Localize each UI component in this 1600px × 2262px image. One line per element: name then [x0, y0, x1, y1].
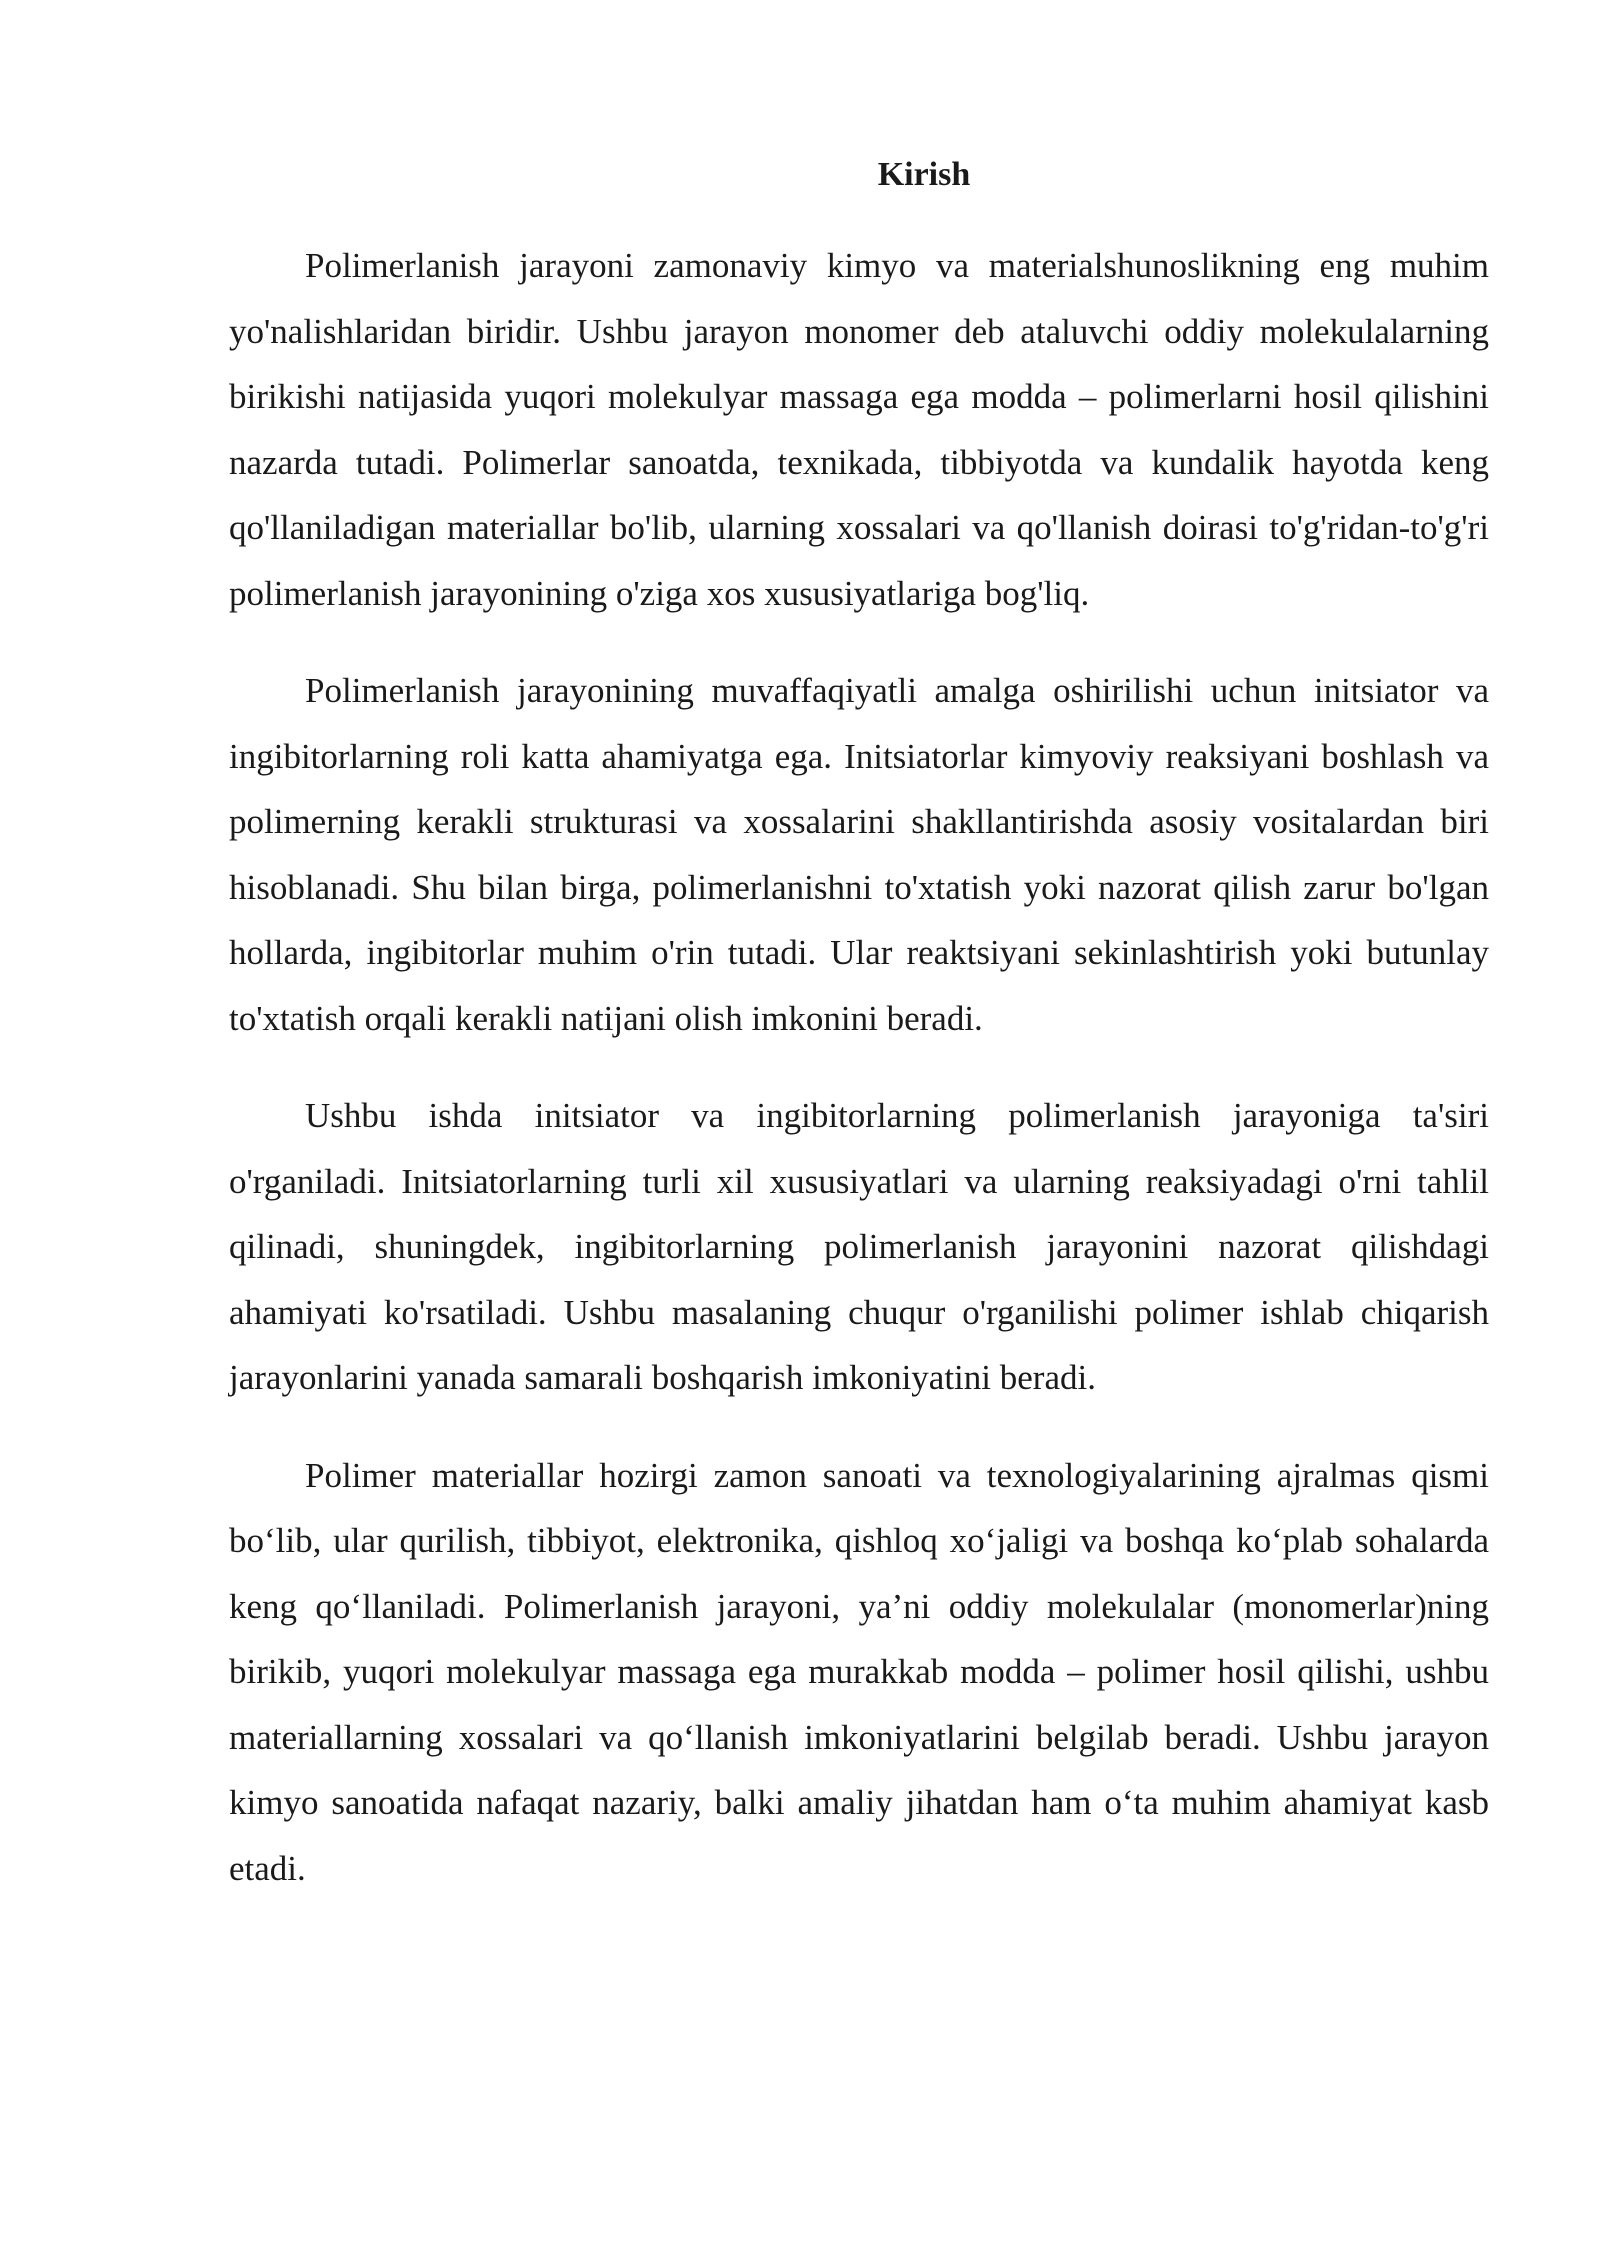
paragraph-1: Polimerlanish jarayoni zamonaviy kimyo va materialshunoslikning eng muhim yo'nalishlaridan biridir. Ushbu jarayon monomer deb ataluvchi oddiy molekulalarning birikishi natijasida yuqori molekulyar massaga ega modda – polimerlarni hosil qilishini nazarda tutadi. Polimerlar sanoatda, texnikada, tibbiyotda va kundalik hayotda keng qo'llaniladigan materiallar bo'lib, ularning xossalari va qo'llanish doirasi to'g'ridan-to'g'ri polimerlanish jarayonining o'ziga xos xususiyatlariga bog'liq. — [229, 246, 1489, 613]
paragraph-3: Ushbu ishda initsiator va ingibitorlarning polimerlanish jarayoniga ta'siri o'rganiladi. Initsiatorlarning turli xil xususiyatlari va ularning reaksiyadagi o'rni tahlil qilinadi, shuningdek, ingibitorlarning polimerlanish jarayonini nazorat qilishdagi ahamiyati ko'rsatiladi. Ushbu masalaning chuqur o'rganilishi polimer ishlab chiqarish jarayonlarini yanada samarali boshqarish imkoniyatini beradi. — [229, 1096, 1489, 1397]
document-body — [229, 145, 1489, 1933]
paragraph-2: Polimerlanish jarayonining muvaffaqiyatli amalga oshirilishi uchun initsiator va ingibitorlarning roli katta ahamiyatga ega. Initsiatorlar kimyoviy reaksiyani boshlash va polimerning kerakli strukturasi va xossalarini shakllantirishda asosiy vositalardan biri hisoblanadi. Shu bilan birga, polimerlanishni to'xtatish yoki nazorat qilish zarur bo'lgan hollarda, ingibitorlar muhim o'rin tutadi. Ular reaktsiyani sekinlashtirish yoki butunlay to'xtatish orqali kerakli natijani olish imkonini beradi. — [229, 671, 1489, 1038]
section-title: Kirish — [877, 156, 971, 193]
paragraph-4: Polimer materiallar hozirgi zamon sanoati va texnologiyalarining ajralmas qismi bo‘lib, ular qurilish, tibbiyot, elektronika, qishloq xo‘jaligi va boshqa ko‘plab sohalarda keng qo‘llaniladi. Polimerlanish jarayoni, ya’ni oddiy molekulalar (monomerlar)ning birikib, yuqori molekulyar massaga ega murakkab modda – polimer hosil qilishi, ushbu materiallarning xossalari va qo‘llanish imkoniyatlarini belgilab beradi. Ushbu jarayon kimyo sanoatida nafaqat nazariy, balki amaliy jihatdan ham o‘ta muhim ahamiyat kasb etadi. — [229, 1455, 1489, 1888]
